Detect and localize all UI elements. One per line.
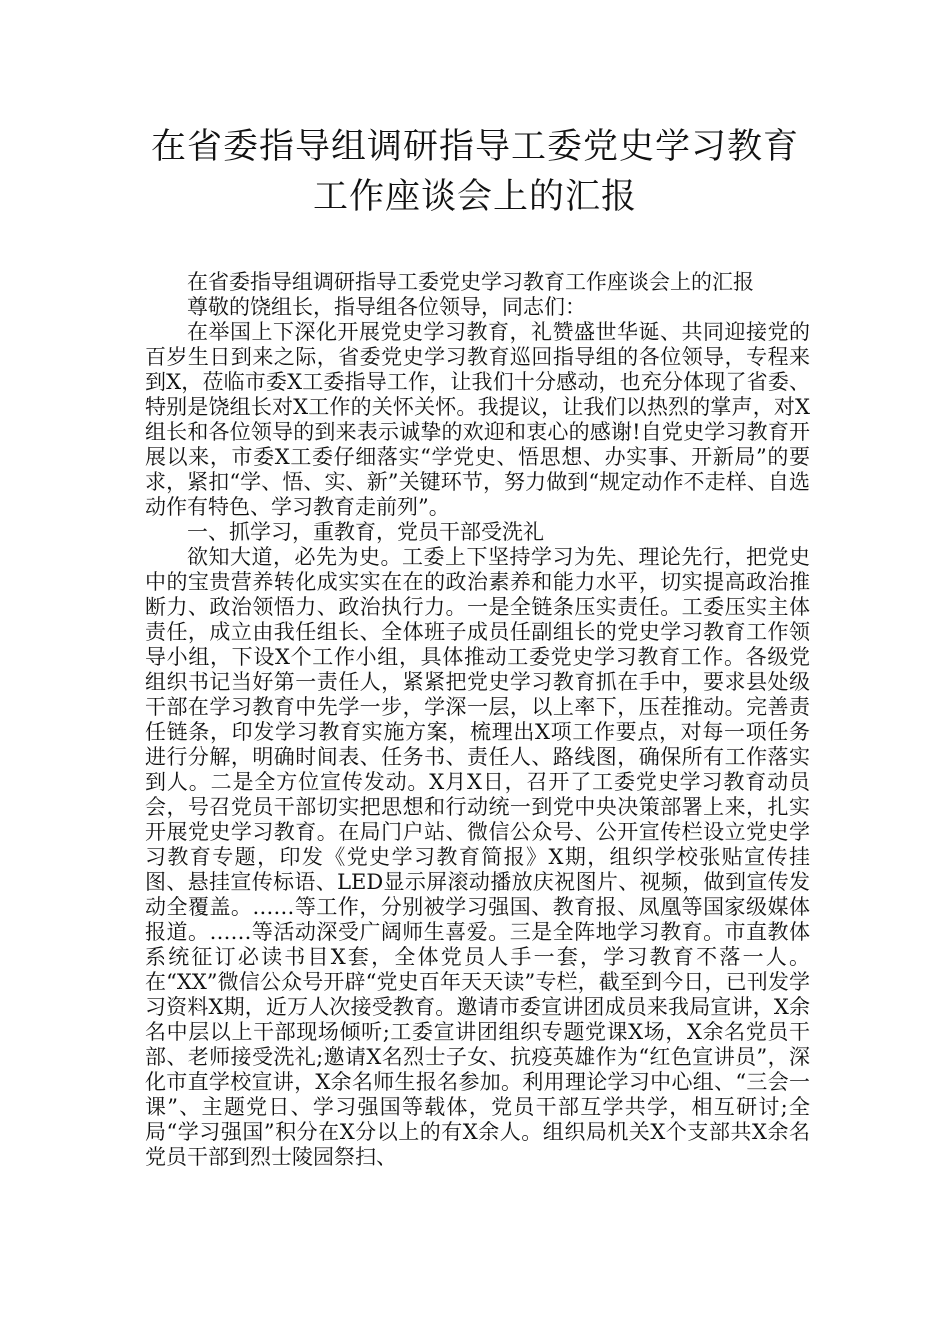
section-heading: 一、抓学习，重教育，党员干部受洗礼 bbox=[187, 520, 544, 544]
document-title bbox=[120, 122, 830, 222]
salutation-paragraph: 尊敬的饶组长，指导组各位领导，同志们： bbox=[187, 295, 586, 319]
subtitle-paragraph: 在省委指导组调研指导工委党史学习教育工作座谈会上的汇报 bbox=[187, 270, 754, 294]
document-body bbox=[145, 270, 810, 1170]
intro-paragraph: 在举国上下深化开展党史学习教育，礼赞盛世华诞、共同迎接党的百岁生日到来之际，省委党史学习教育巡回指导组的各位领导，专程来到X，莅临市委X工委指导工作，让我们十分感动，也充分体现了省委、特别是饶组长对X工作的关怀关怀。我提议，让我们以热烈的掌声，对X组长和各位领导的到来表示诚挚的欢迎和衷心的感谢!自党史学习教育开展以来，市委X工委仔细落实“学党史、悟思想、办实事、开新局”的要求，紧扣“学、悟、实、新”关键环节，努力做到“规定动作不走样、自选动作有特色、学习教育走前列”。 bbox=[145, 320, 810, 519]
section-body-paragraph: 欲知大道，必先为史。工委上下坚持学习为先、理论先行，把党史中的宝贵营养转化成实实在在的政治素养和能力水平，切实提高政治推断力、政治领悟力、政治执行力。一是全链条压实责任。工委压实主体责任，成立由我任组长、全体班子成员任副组长的党史学习教育工作领导小组，下设X个工作小组，具体推动工委党史学习教育工作。各级党组织书记当好第一责任人，紧紧把党史学习教育抓在手中，要求县处级干部在学习教育中先学一步，学深一层，以上率下，压茬推动。完善责任链条，印发学习教育实施方案，梳理出X项工作要点，对每一项任务进行分解，明确时间表、任务书、责任人、路线图，确保所有工作落实到人。二是全方位宣传发动。X月X日，召开了工委党史学习教育动员会，号召党员干部切实把思想和行动统一到党中央决策部署上来，扎实开展党史学习教育。在局门户站、微信公众号、公开宣传栏设立党史学习教育专题，印发《党史学习教育简报》X期，组织学校张贴宣传挂图、悬挂宣传标语、LED显示屏滚动播放庆祝图片、视频，做到宣传发动全覆盖。……等工作，分别被学习强国、教育报、凤凰等国家级媒体报道。……等活动深受广阔师生喜爱。三是全阵地学习教育。市直教体系统征订必读书目X套，全体党员人手一套，学习教育不落一人。在“XX”微信公众号开辟“党史百年天天读”专栏，截至到今日，已刊发学习资料X期，近万人次接受教育。邀请市委宣讲团成员来我局宣讲，X余名中层以上干部现场倾听;工委宣讲团组织专题党课X场，X余名党员干部、老师接受洗礼;邀请X名烈士子女、抗疫英雄作为“红色宣讲员”，深化市直学校宣讲，X余名师生报名参加。利用理论学习中心组、“三会一课”、主题党日、学习强国等载体，党员干部互学共学，相互研讨;全局“学习强国”积分在X分以上的有X余人。组织局机关X个支部共X余名党员干部到烈士陵园祭扫、 bbox=[145, 545, 810, 1169]
title-line-1: 在省委指导组调研指导工委党史学习教育 bbox=[150, 127, 799, 167]
title-line-2: 工作座谈会上的汇报 bbox=[312, 177, 637, 217]
